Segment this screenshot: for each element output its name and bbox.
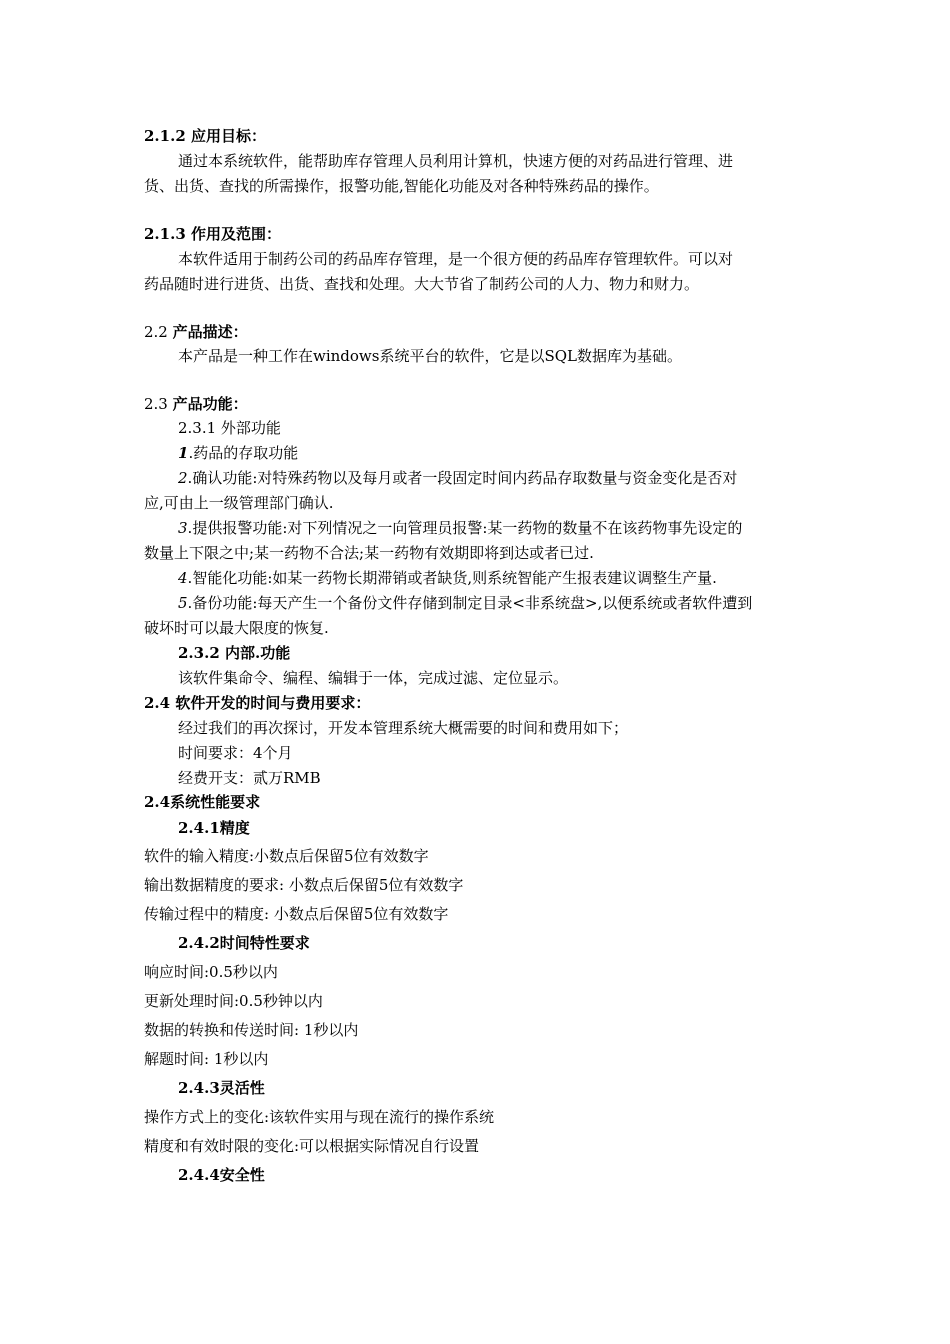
paragraph-line: 解题时间: 1秒以内 — [144, 1050, 269, 1068]
item-text: .药品的存取功能 — [188, 444, 299, 462]
function-item-1 — [178, 443, 298, 463]
cost-value: 贰万RMB — [253, 769, 321, 787]
paragraph-line: 数量上下限之中;某一药物不合法;某一药物有效期即将到达或者已过. — [144, 544, 594, 562]
paragraph-line: 通过本系统软件，能帮助库存管理人员利用计算机，快速方便的对药品进行管理、进 — [178, 152, 734, 170]
cost-requirement — [178, 768, 321, 788]
heading-2-4-performance: 2.4系统性能要求 — [144, 793, 261, 811]
paragraph-line: 本软件适用于制药公司的药品库存管理，是一个很方便的药品库存管理软件。可以对 — [178, 250, 734, 268]
item-number: 5 — [178, 594, 188, 612]
subheading-2-3-2: 2.3.2 内部.功能 — [178, 644, 291, 662]
time-value: 4个月 — [253, 744, 293, 762]
section-number: 2.3 — [144, 395, 168, 413]
heading-2-1-3: 2.1.3 作用及范围： — [144, 225, 281, 243]
item-text: .智能化功能:如某一药物长期滞销或者缺货,则系统智能产生报表建议调整生产量. — [187, 569, 717, 587]
heading-2-3 — [144, 394, 248, 414]
section-title: 产品描述： — [172, 323, 248, 341]
paragraph-line: 数据的转换和传送时间: 1秒以内 — [144, 1021, 359, 1039]
paragraph-line: 经过我们的再次探讨，开发本管理系统大概需要的时间和费用如下； — [178, 719, 629, 737]
item-number: 1 — [178, 444, 189, 462]
paragraph-line: 软件的输入精度:小数点后保留5位有效数字 — [144, 847, 429, 865]
cost-label: 经费开支： — [178, 769, 254, 787]
section-title: 产品功能： — [172, 395, 248, 413]
section-number: 2.2 — [144, 323, 168, 341]
subheading-2-3-1: 2.3.1 外部功能 — [178, 419, 281, 437]
paragraph-line: 该软件集命令、编程、编辑于一体，完成过滤、定位显示。 — [178, 669, 569, 687]
heading-2-1-2: 2.1.2 应用目标： — [144, 127, 266, 145]
paragraph-line: 破坏时可以最大限度的恢复. — [144, 619, 329, 637]
paragraph-line: 输出数据精度的要求: 小数点后保留5位有效数字 — [144, 876, 464, 894]
subheading-2-4-1: 2.4.1精度 — [178, 819, 250, 837]
paragraph-line: 传输过程中的精度: 小数点后保留5位有效数字 — [144, 905, 449, 923]
subheading-2-4-4: 2.4.4安全性 — [178, 1166, 265, 1184]
function-item-5 — [178, 593, 752, 613]
item-text: .确认功能:对特殊药物以及每月或者一段固定时间内药品存取数量与资金变化是否对 — [187, 469, 738, 487]
paragraph-line: 精度和有效时限的变化:可以根据实际情况自行设置 — [144, 1137, 480, 1155]
function-item-4 — [178, 568, 717, 588]
paragraph-line: 更新处理时间:0.5秒钟以内 — [144, 992, 323, 1010]
function-item-2 — [178, 468, 737, 488]
heading-2-2 — [144, 322, 248, 342]
subheading-2-4-2: 2.4.2时间特性要求 — [178, 934, 310, 952]
item-number: 3 — [178, 519, 188, 537]
item-number: 2 — [178, 469, 188, 487]
paragraph-line: 操作方式上的变化:该软件实用与现在流行的操作系统 — [144, 1108, 495, 1126]
item-text: .提供报警功能:对下列情况之一向管理员报警:某一药物的数量不在该药物事先设定的 — [187, 519, 743, 537]
time-requirement — [178, 743, 293, 763]
paragraph-line: 药品随时进行进货、出货、查找和处理。大大节省了制药公司的人力、物力和财力。 — [144, 275, 700, 293]
paragraph-line: 应,可由上一级管理部门确认. — [144, 494, 334, 512]
subheading-2-4-3: 2.4.3灵活性 — [178, 1079, 265, 1097]
item-number: 4 — [178, 569, 188, 587]
paragraph-line: 响应时间:0.5秒以内 — [144, 963, 278, 981]
time-label: 时间要求： — [178, 744, 254, 762]
paragraph-line: 本产品是一种工作在windows系统平台的软件，它是以SQL数据库为基础。 — [178, 347, 683, 365]
heading-2-4-time-cost: 2.4 软件开发的时间与费用要求： — [144, 694, 371, 712]
function-item-3 — [178, 518, 742, 538]
item-text: .备份功能:每天产生一个备份文件存储到制定目录<非系统盘>,以便系统或者软件遭到 — [187, 594, 753, 612]
paragraph-line: 货、出货、查找的所需操作，报警功能,智能化功能及对各种特殊药品的操作。 — [144, 177, 659, 195]
